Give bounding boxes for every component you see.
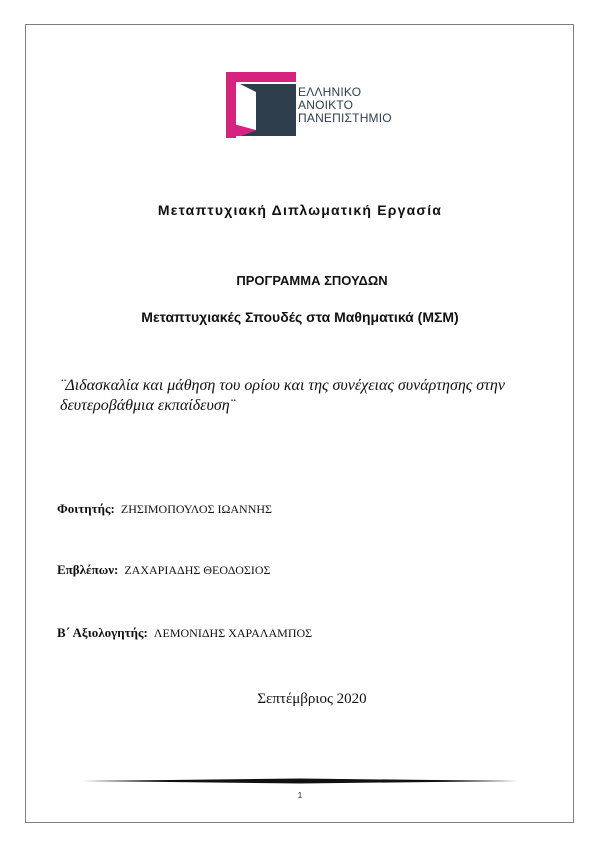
evaluator-value: ΛΕΜΟΝΙΔΗΣ ΧΑΡΑΛΑΜΠΟΣ bbox=[153, 626, 313, 640]
logo-line-2: ΑΝΟΙΚΤΟ bbox=[298, 98, 354, 112]
logo-mark-icon bbox=[226, 72, 296, 138]
student-field bbox=[57, 501, 272, 517]
supervisor-field bbox=[57, 562, 271, 578]
page-number: 1 bbox=[297, 791, 303, 800]
thesis-title: ¨Διδασκαλία και μάθηση του ορίου και της συνέχειας συνάρτησης στην δευτεροβάθμια εκπαίδευση¨ bbox=[60, 377, 505, 414]
evaluator-label: Β΄ Αξιολογητής: bbox=[57, 625, 148, 640]
submission-date: Σεπτέμβριος 2020 bbox=[257, 691, 367, 707]
supervisor-value: ΖΑΧΑΡΙΑΔΗΣ ΘΕΟΔΟΣΙΟΣ bbox=[124, 563, 271, 577]
university-logo bbox=[226, 72, 426, 138]
logo-line-1: ΕΛΛΗΝΙΚΟ bbox=[298, 85, 362, 99]
student-value: ΖΗΣΙΜΟΠΟΥΛΟΣ ΙΩΑΝΝΗΣ bbox=[120, 502, 273, 516]
program-name: Μεταπτυχιακές Σπουδές στα Μαθηματικά (ΜΣΜ) bbox=[141, 309, 459, 325]
student-label: Φοιτητής: bbox=[57, 501, 115, 516]
program-title: ΠΡΟΓΡΑΜΜΑ ΣΠΟΥΔΩΝ bbox=[236, 273, 388, 288]
footer-divider bbox=[82, 777, 518, 785]
evaluator-field bbox=[57, 625, 312, 641]
supervisor-label: Επβλέπων: bbox=[57, 562, 119, 577]
logo-text bbox=[298, 86, 392, 125]
thesis-type-heading: Μεταπτυχιακή Διπλωματική Εργασία bbox=[157, 202, 443, 218]
logo-line-3: ΠΑΝΕΠΙΣΤΗΜΙΟ bbox=[298, 111, 392, 125]
